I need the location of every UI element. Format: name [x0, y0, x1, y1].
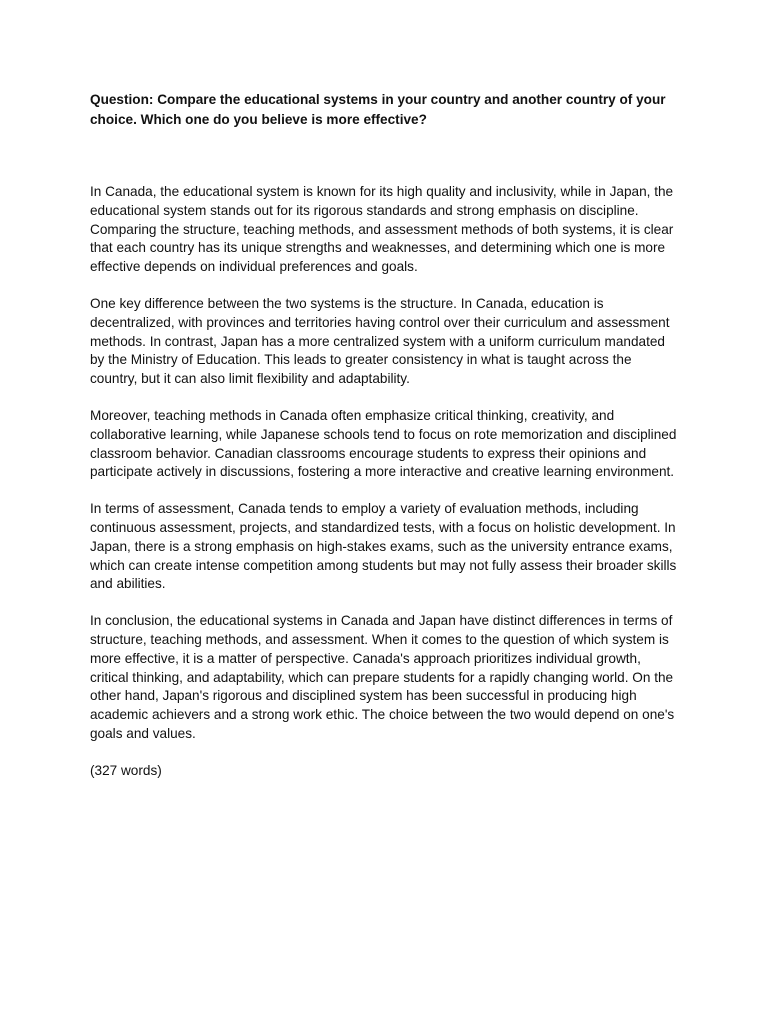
document-page	[90, 90, 678, 781]
paragraph-assessment: In terms of assessment, Canada tends to employ a variety of evaluation methods, including continuous assessment, projects, and standardized tests, with a focus on holistic development. In Japan, there is a strong emphasis on high-stakes exams, such as the university entrance exams, which can create intense competition among students but may not fully assess their broader skills and abilities.	[90, 501, 677, 592]
paragraph-teaching-methods: Moreover, teaching methods in Canada often emphasize critical thinking, creativity, and collaborative learning, while Japanese schools tend to focus on rote memorization and disciplined classroom behavior. Canadian classrooms encourage students to express their opinions and participate actively in discussions, fostering a more interactive and creative learning environment.	[90, 407, 677, 480]
paragraph-conclusion: In conclusion, the educational systems in Canada and Japan have distinct differences in terms of structure, teaching methods, and assessment. When it comes to the question of which system is more effective, it is a matter of perspective. Canada's approach prioritizes individual growth, critical thinking, and adaptability, which can prepare students for a rapidly changing world. On the other hand, Japan's rigorous and disciplined system has been successful in producing high academic achievers and a strong work ethic. The choice between the two would depend on one's goals and values.	[90, 613, 675, 741]
essay-question: Question: Compare the educational systems in your country and another country of your choice. Which one do you believe is more effective?	[90, 92, 666, 127]
word-count: (327 words)	[90, 762, 162, 778]
paragraph-structure: One key difference between the two systems is the structure. In Canada, education is decentralized, with provinces and territories having control over their curriculum and assessment methods. In contrast, Japan has a more centralized system with a uniform curriculum mandated by the Ministry of Education. This leads to greater consistency in what is taught across the country, but it can also limit flexibility and adaptability.	[90, 295, 670, 387]
paragraph-introduction: In Canada, the educational system is known for its high quality and inclusivity, while in Japan, the educational system stands out for its rigorous standards and strong emphasis on discipline. Comparing the structure, teaching methods, and assessment methods of both systems, it is clear that each country has its unique strengths and weaknesses, and determining which one is more effective depends on individual preferences and goals.	[90, 184, 674, 275]
